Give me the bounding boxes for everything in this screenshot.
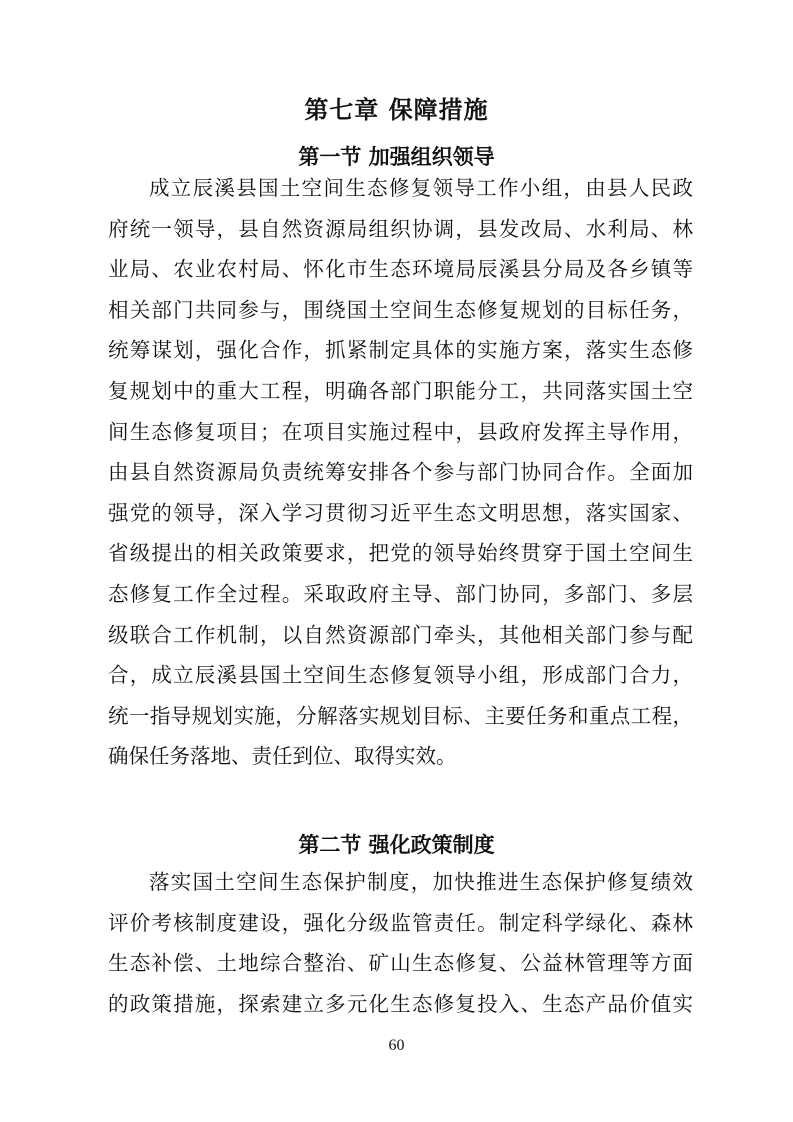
paragraph-line: 成立辰溪县国土空间生态修复领导工作小组，由县人民政 bbox=[149, 176, 693, 200]
paragraph-line: 级联合工作机制，以自然资源部门牵头，其他相关部门参与配 bbox=[108, 622, 693, 647]
paragraph-line: 确保任务落地、责任到位、取得实效。 bbox=[108, 744, 457, 769]
section-2-paragraph bbox=[108, 862, 693, 1024]
paragraph-line: 省级提出的相关政策要求，把党的领导始终贯穿于国土空间生 bbox=[108, 541, 693, 566]
paragraph-line: 落实国土空间生态保护制度，加快推进生态保护修复绩效 bbox=[149, 870, 693, 894]
chapter-title: 第七章 保障措施 bbox=[304, 96, 489, 124]
paragraph-line: 的政策措施，探索建立多元化生态修复投入、生态产品价值实 bbox=[108, 991, 693, 1016]
paragraph-line: 统筹谋划，强化合作，抓紧制定具体的实施方案，落实生态修 bbox=[108, 338, 693, 363]
page-number: 60 bbox=[388, 1037, 405, 1054]
paragraph-line: 府统一领导，县自然资源局组织协调，县发改局、水利局、林 bbox=[108, 216, 693, 241]
paragraph-line: 生态补偿、土地综合整治、矿山生态修复、公益林管理等方面 bbox=[108, 951, 693, 976]
section-title-1: 第一节 加强组织领导 bbox=[298, 145, 495, 169]
paragraph-line: 间生态修复项目；在项目实施过程中，县政府发挥主导作用， bbox=[108, 419, 693, 444]
paragraph-line: 强党的领导，深入学习贯彻习近平生态文明思想，落实国家、 bbox=[108, 500, 693, 525]
paragraph-line: 合，成立辰溪县国土空间生态修复领导小组，形成部门合力， bbox=[108, 663, 693, 688]
paragraph-line: 由县自然资源局负责统筹安排各个参与部门协同合作。全面加 bbox=[108, 460, 693, 485]
paragraph-line: 复规划中的重大工程，明确各部门职能分工，共同落实国土空 bbox=[108, 378, 693, 403]
paragraph-line: 业局、农业农村局、怀化市生态环境局辰溪县分局及各乡镇等 bbox=[108, 257, 693, 282]
section-title-2: 第二节 强化政策制度 bbox=[298, 833, 495, 857]
paragraph-line: 统一指导规划实施，分解落实规划目标、主要任务和重点工程， bbox=[108, 703, 693, 728]
paragraph-line: 评价考核制度建设，强化分级监管责任。制定科学绿化、森林 bbox=[108, 910, 693, 935]
paragraph-line: 态修复工作全过程。采取政府主导、部门协同，多部门、多层 bbox=[108, 581, 693, 606]
section-1-paragraph bbox=[108, 168, 693, 777]
paragraph-line: 相关部门共同参与，围绕国土空间生态修复规划的目标任务， bbox=[108, 297, 693, 322]
